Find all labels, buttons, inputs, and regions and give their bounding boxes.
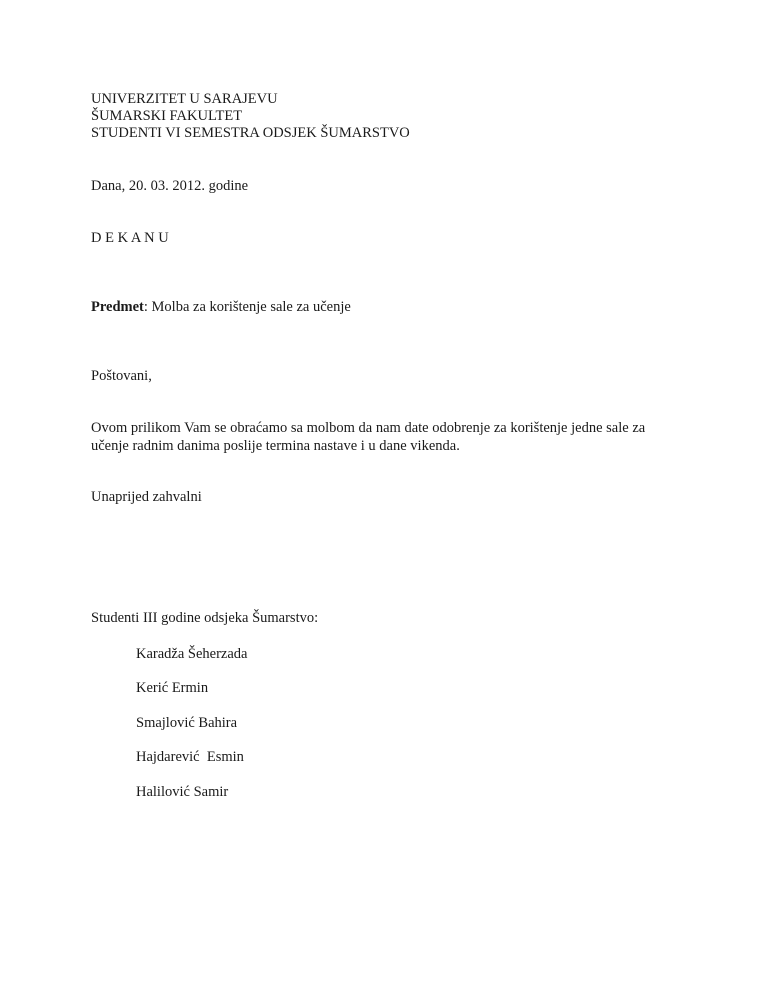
date-line: Dana, 20. 03. 2012. godine (91, 178, 249, 194)
signatory-name: Karadža Šeherzada (136, 646, 248, 662)
header-students: STUDENTI VI SEMESTRA ODSJEK ŠUMARSTVO (91, 125, 410, 141)
signatory-name: Hajdarević Esmin (136, 749, 244, 765)
body-line-1: Ovom prilikom Vam se obraćamo sa molbom da nam date odobrenje za korištenje jedne sale za (91, 420, 646, 436)
signatories-heading: Studenti III godine odsjeka Šumarstvo: (91, 610, 319, 626)
body-line-2: učenje radnim danima poslije termina nastave i u dane vikenda. (91, 438, 460, 454)
subject-line (91, 299, 351, 316)
signatory-name: Halilović Samir (136, 784, 229, 800)
header-faculty: ŠUMARSKI FAKULTET (91, 108, 243, 124)
greeting: Poštovani, (91, 368, 152, 384)
recipient: D E K A N U (91, 230, 169, 246)
subject-separator: : (143, 299, 148, 315)
closing: Unaprijed zahvalni (91, 489, 202, 505)
signatory-name: Smajlović Bahira (136, 715, 238, 731)
subject-text: Molba za korištenje sale za učenje (147, 299, 351, 315)
signatory-name: Kerić Ermin (136, 680, 209, 696)
subject-label: Predmet (91, 299, 144, 315)
header-university: UNIVERZITET U SARAJEVU (91, 91, 278, 107)
